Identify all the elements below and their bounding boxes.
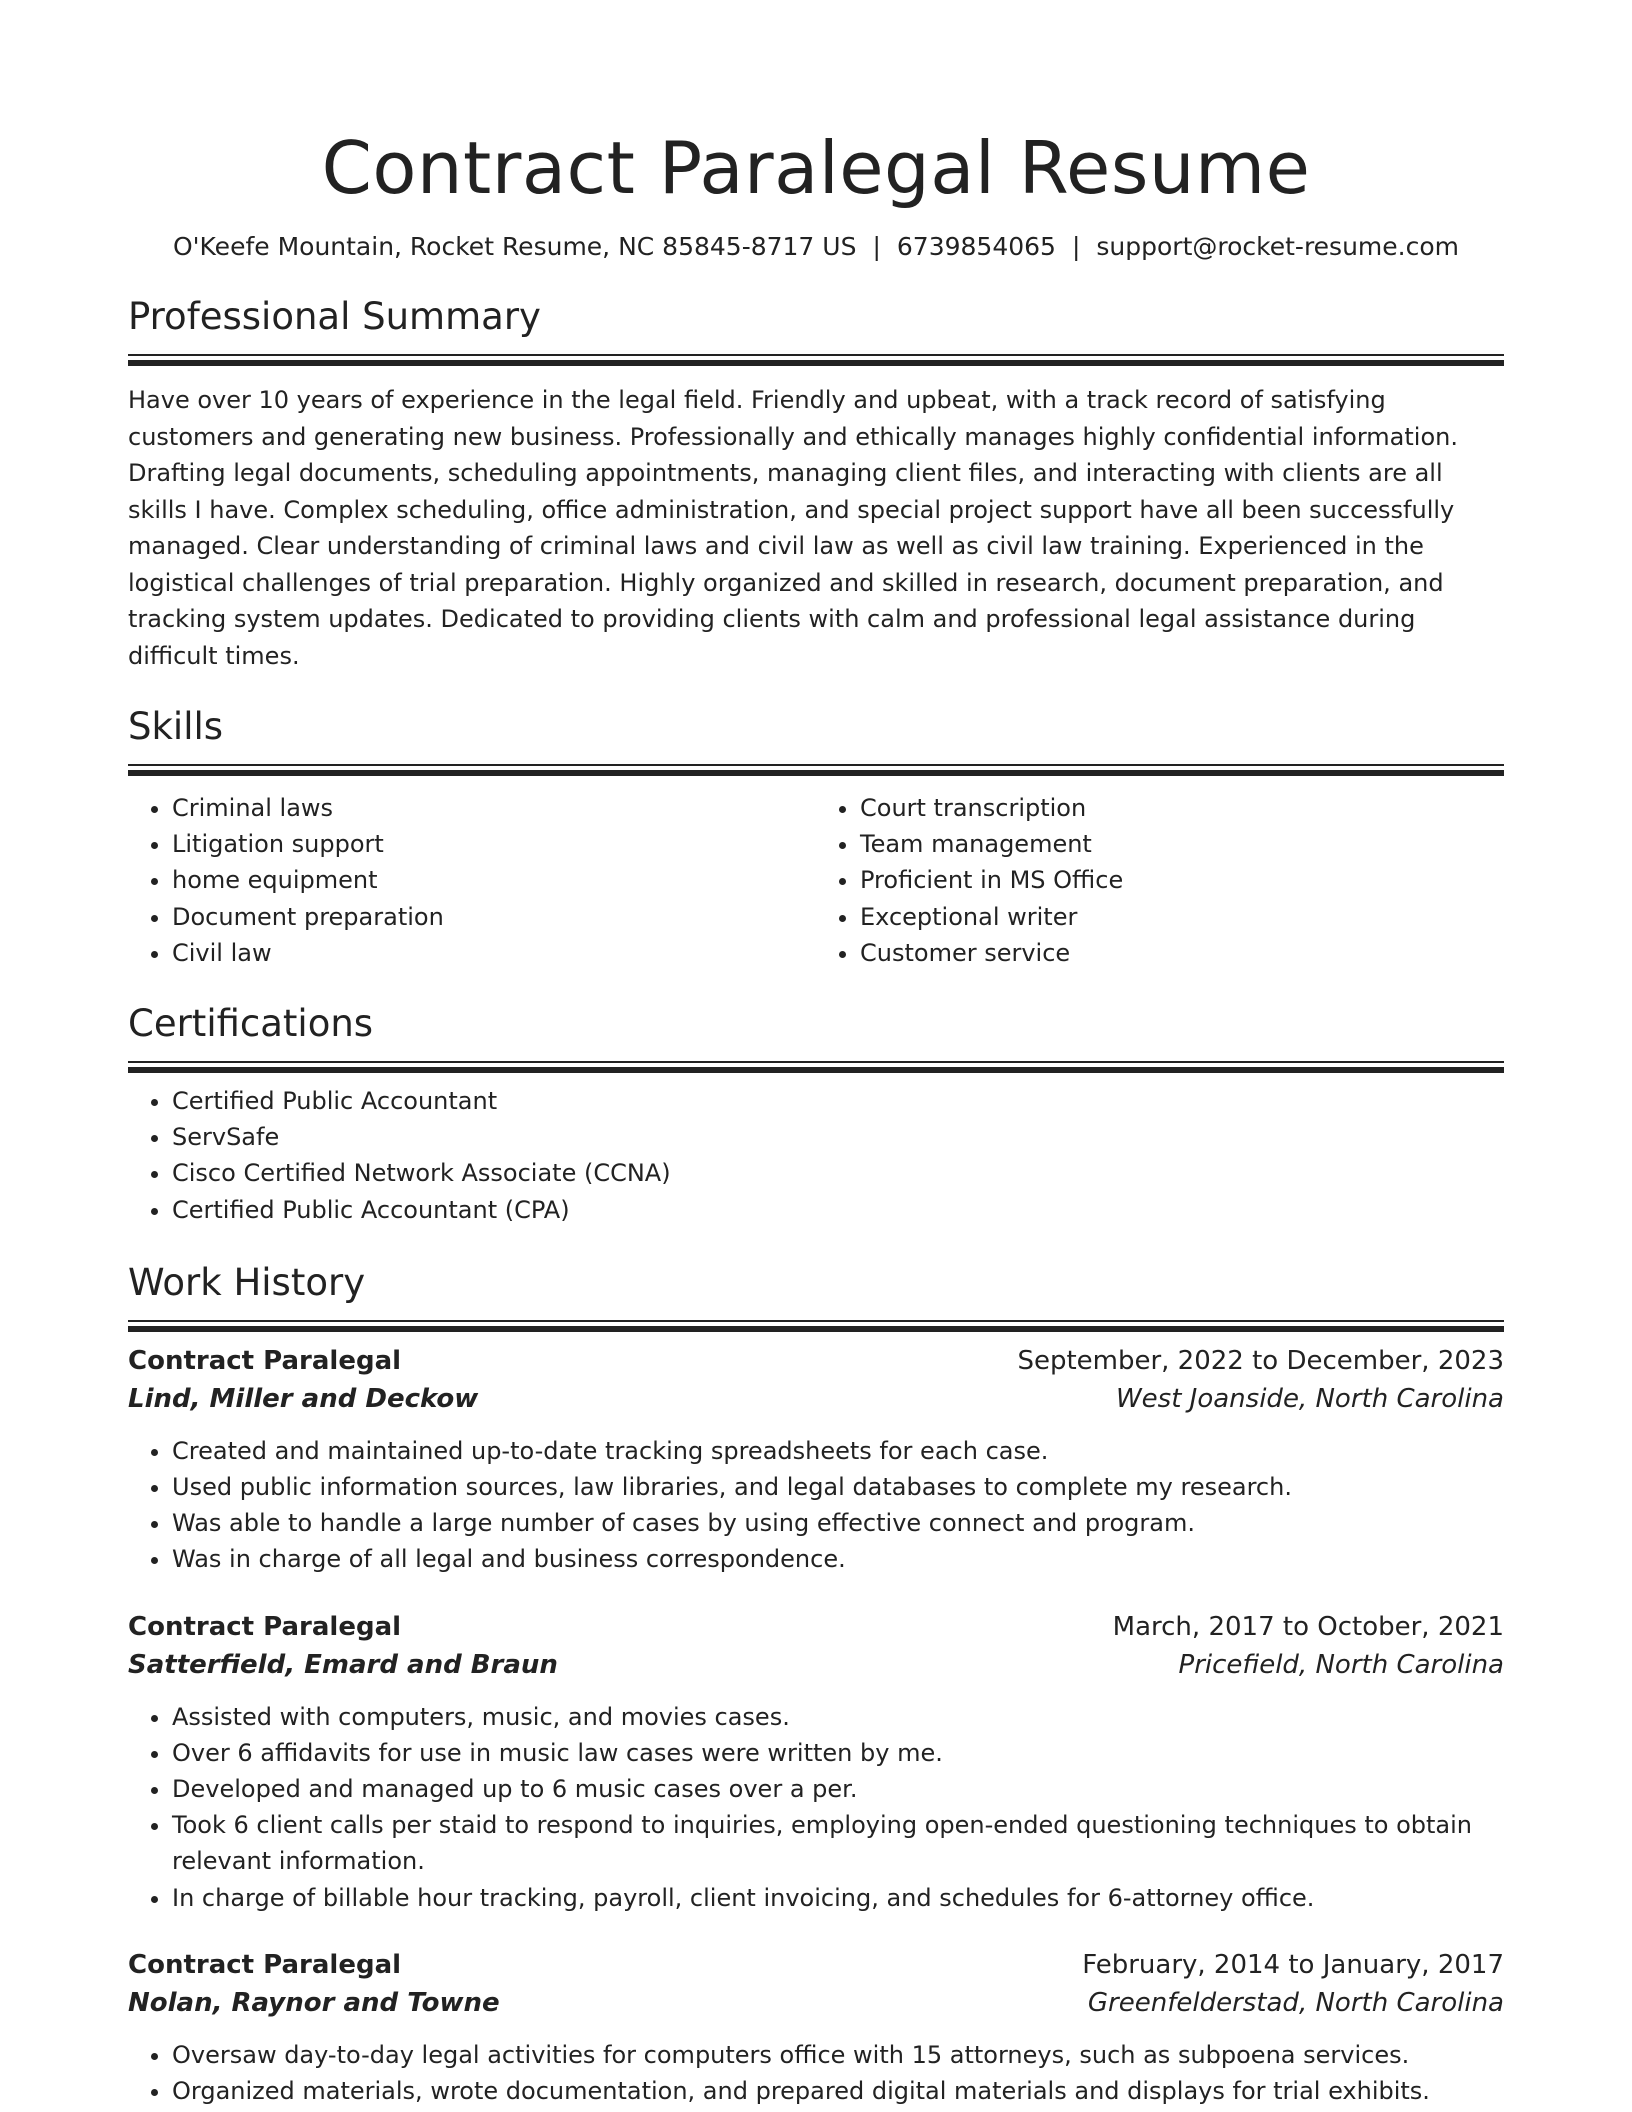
contact-address: O'Keefe Mountain, Rocket Resume, NC 85845-8717 US bbox=[172, 232, 857, 261]
skill-item: • Customer service bbox=[860, 935, 1504, 971]
job-header bbox=[128, 1608, 1504, 1646]
duty-item: • Was in charge of all legal and business correspondence. bbox=[172, 1541, 1504, 1577]
job-company: Satterfield, Emard and Braun bbox=[128, 1649, 558, 1680]
summary-section bbox=[128, 294, 1504, 674]
job-title: Contract Paralegal bbox=[128, 1345, 402, 1376]
work-history-heading: Work History bbox=[128, 1260, 366, 1304]
job-company: Nolan, Raynor and Towne bbox=[128, 1987, 500, 2018]
resume-page bbox=[128, 0, 1504, 2109]
contact-email: support@rocket-resume.com bbox=[1096, 232, 1460, 261]
duty-item: • Over 6 affidavits for use in music law cases were written by me. bbox=[172, 1735, 1504, 1771]
summary-heading: Professional Summary bbox=[128, 295, 541, 338]
job-subheader bbox=[128, 1984, 1504, 2023]
skills-list-left bbox=[128, 790, 816, 971]
contact-separator: | bbox=[872, 232, 881, 261]
contact-separator: | bbox=[1071, 232, 1081, 261]
skills-grid bbox=[128, 790, 1504, 971]
skill-item: • Criminal laws bbox=[172, 790, 816, 826]
certification-item: • Cisco Certified Network Associate (CCNA) bbox=[172, 1155, 1504, 1191]
duty-item: • Created and maintained up-to-date tracking spreadsheets for each case. bbox=[172, 1433, 1504, 1469]
certifications-list bbox=[128, 1083, 1504, 1228]
job-subheader bbox=[128, 1646, 1504, 1685]
job-location: West Joanside, North Carolina bbox=[1115, 1383, 1504, 1414]
job-header bbox=[128, 1342, 1504, 1380]
job-subheader bbox=[128, 1380, 1504, 1419]
certification-item: • Certified Public Accountant bbox=[172, 1083, 1504, 1119]
skill-item: • Proficient in MS Office bbox=[860, 862, 1504, 898]
summary-text: Have over 10 years of experience in the legal field. Friendly and upbeat, with a track record of satisfying customers and generating new business. Professionally and ethically manages highly confidential information. Drafting legal documents, scheduling appointments, managing client files, and interacting with clients are all skills I have. Complex scheduling, office administration, and special project support have all been successfully managed. Clear understanding of criminal laws and civil law as well as civil law training. Experienced in the logistical challenges of trial preparation. Highly organized and skilled in research, document preparation, and tracking system updates. Dedicated to providing clients with calm and professional legal assistance during difficult times. bbox=[128, 386, 1458, 670]
job-title: Contract Paralegal bbox=[128, 1611, 402, 1642]
work-history-section bbox=[128, 1260, 1504, 2109]
resume-title: Contract Paralegal Resume bbox=[321, 126, 1311, 210]
job-entry bbox=[128, 1946, 1504, 2109]
skill-item: • home equipment bbox=[172, 862, 816, 898]
skills-section bbox=[128, 704, 1504, 971]
job-entry bbox=[128, 1608, 1504, 1916]
duty-item: • Was able to handle a large number of cases by using effective connect and program. bbox=[172, 1505, 1504, 1541]
skills-list-right bbox=[816, 790, 1504, 971]
skills-heading: Skills bbox=[128, 705, 224, 748]
skill-item: • Court transcription bbox=[860, 790, 1504, 826]
section-divider bbox=[128, 354, 1504, 356]
section-divider bbox=[128, 1061, 1504, 1063]
duty-item: • Organized materials, wrote documentation, and prepared digital materials and displays for trial exhibits. bbox=[172, 2073, 1504, 2109]
duty-item: • Used public information sources, law libraries, and legal databases to complete my research. bbox=[172, 1469, 1504, 1505]
duty-item: • Developed and managed up to 6 music cases over a per. bbox=[172, 1771, 1504, 1807]
section-divider bbox=[128, 1320, 1504, 1322]
job-duties bbox=[128, 2037, 1504, 2109]
certifications-section bbox=[128, 1001, 1504, 1228]
job-dates: September, 2022 to December, 2023 bbox=[1017, 1345, 1504, 1376]
certification-item: • Certified Public Accountant (CPA) bbox=[172, 1192, 1504, 1228]
job-entry bbox=[128, 1342, 1504, 1578]
duty-item: • In charge of billable hour tracking, payroll, client invoicing, and schedules for 6-attorney office. bbox=[172, 1880, 1504, 1916]
duty-item: • Took 6 client calls per staid to respond to inquiries, employing open-ended questioning techniques to obtain relevant information. bbox=[172, 1807, 1504, 1879]
job-title: Contract Paralegal bbox=[128, 1949, 402, 1980]
certification-item: • ServSafe bbox=[172, 1119, 1504, 1155]
duty-item: • Oversaw day-to-day legal activities for computers office with 15 attorneys, such as subpoena services. bbox=[172, 2037, 1504, 2073]
duty-item: • Assisted with computers, music, and movies cases. bbox=[172, 1699, 1504, 1735]
job-header bbox=[128, 1946, 1504, 1984]
job-location: Pricefield, North Carolina bbox=[1178, 1649, 1504, 1680]
job-duties bbox=[128, 1433, 1504, 1578]
section-divider bbox=[128, 764, 1504, 766]
skill-item: • Civil law bbox=[172, 935, 816, 971]
contact-phone: 6739854065 bbox=[896, 232, 1056, 261]
job-company: Lind, Miller and Deckow bbox=[128, 1383, 479, 1414]
job-duties bbox=[128, 1699, 1504, 1916]
job-location: Greenfelderstad, North Carolina bbox=[1087, 1987, 1504, 2018]
contact-line bbox=[128, 230, 1504, 264]
skill-item: • Document preparation bbox=[172, 899, 816, 935]
skill-item: • Litigation support bbox=[172, 826, 816, 862]
skill-item: • Team management bbox=[860, 826, 1504, 862]
skill-item: • Exceptional writer bbox=[860, 899, 1504, 935]
job-dates: February, 2014 to January, 2017 bbox=[1082, 1949, 1504, 1980]
job-dates: March, 2017 to October, 2021 bbox=[1112, 1611, 1504, 1642]
certifications-heading: Certifications bbox=[128, 1002, 374, 1046]
